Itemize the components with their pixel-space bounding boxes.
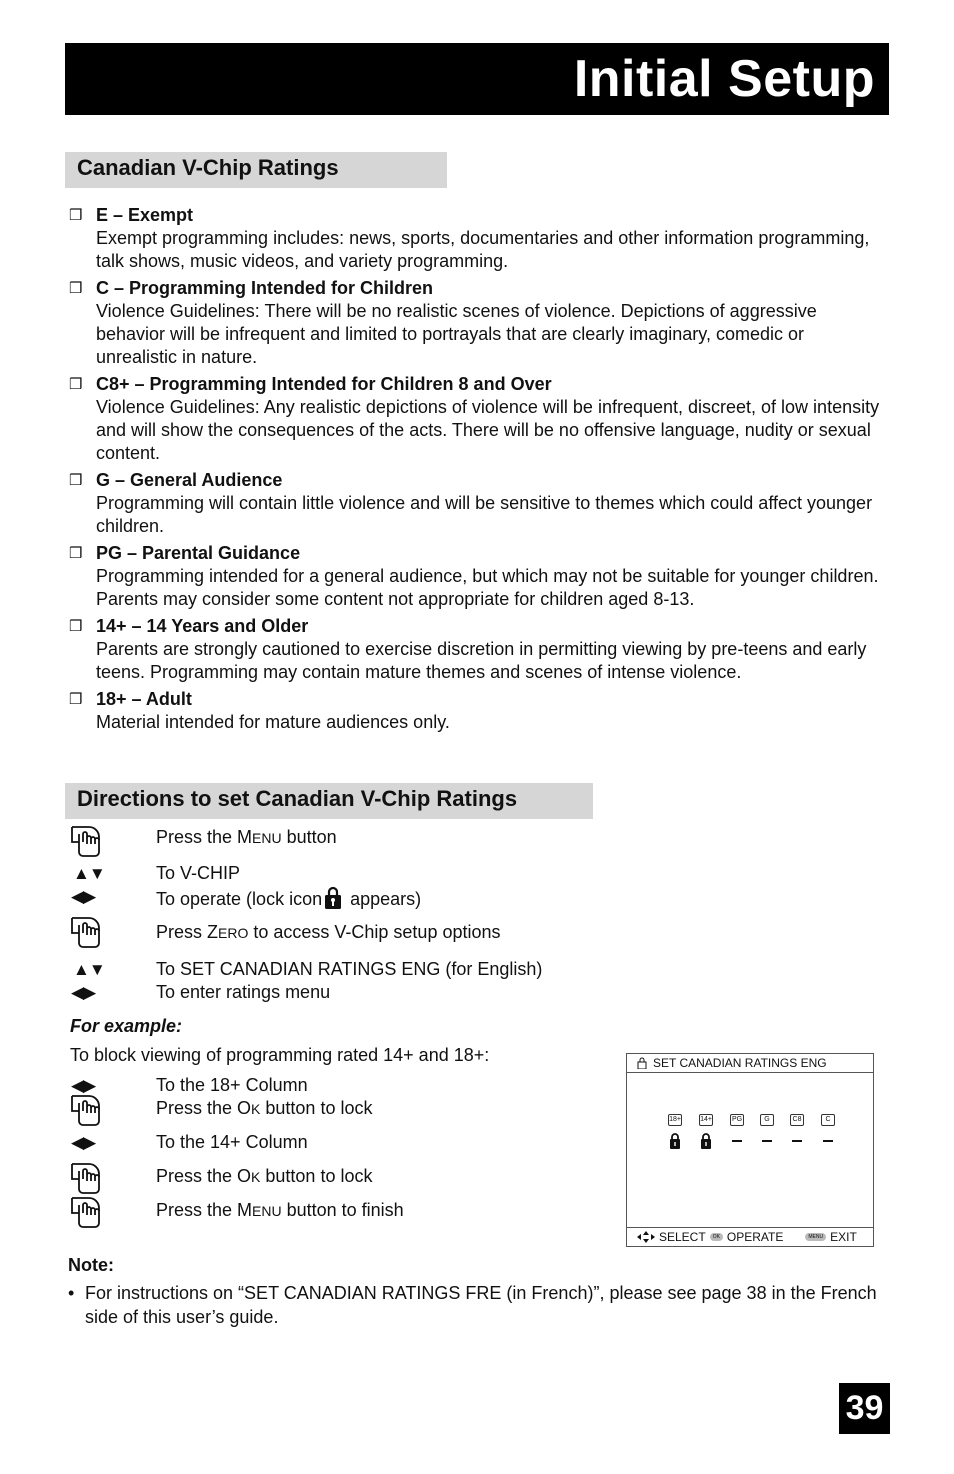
- lock-outline-icon: [637, 1057, 647, 1069]
- note-label: Note:: [68, 1255, 114, 1275]
- checkbox-icon: ❒: [69, 376, 83, 393]
- step-text: Press the MENU button to finish: [156, 1200, 404, 1220]
- example-label: For example:: [70, 1016, 183, 1036]
- hand-press-icon: [69, 1195, 105, 1229]
- checkbox-icon: ❒: [69, 472, 83, 489]
- rating-label: C: [821, 1114, 835, 1126]
- osd-screen: [626, 1053, 874, 1247]
- checkbox-icon: ❒: [69, 280, 83, 297]
- ok-badge: OK: [710, 1233, 723, 1241]
- step-text: Press ZERO to access V-Chip setup options: [156, 922, 501, 942]
- rating-item: [69, 469, 889, 538]
- rating-item: [69, 204, 889, 273]
- rating-desc: Violence Guidelines: There will be no realistic scenes of violence. Depictions of aggressive behavior will be infrequent and limited to portrayals that are clearly imaginary, comedic or unrealistic in nature.: [96, 301, 817, 367]
- rating-label: C8: [790, 1114, 804, 1126]
- osd-column[interactable]: [789, 1114, 805, 1150]
- rating-item: [69, 615, 889, 684]
- page-title: Initial Setup: [573, 50, 875, 108]
- rating-desc: Programming will contain little violence and will be sensitive to themes which could affect younger children.: [96, 493, 873, 536]
- rating-label: G: [760, 1114, 774, 1126]
- osd-column[interactable]: [759, 1114, 775, 1150]
- bullet: •: [68, 1283, 75, 1303]
- osd-column[interactable]: [698, 1114, 714, 1150]
- rating-label: 14+: [699, 1114, 713, 1126]
- menu-badge: MENU: [805, 1233, 826, 1241]
- left-right-arrows-icon: ◀▶: [71, 983, 96, 1002]
- ratings-list: [69, 204, 889, 738]
- note-item: [68, 1281, 888, 1329]
- osd-title: SET CANADIAN RATINGS ENG: [653, 1056, 827, 1070]
- step-text: Press the MENU button: [156, 827, 337, 847]
- rating-title: PG – Parental Guidance: [96, 543, 301, 563]
- unlocked-dash: [732, 1140, 742, 1142]
- rating-title: E – Exempt: [96, 205, 194, 225]
- step-text: To SET CANADIAN RATINGS ENG (for English): [156, 959, 543, 979]
- rating-desc: Parents are strongly cautioned to exercise discretion in permitting viewing by pre-teens and early teens. Programming may contain mature themes and scenes of intense violence.: [96, 639, 867, 682]
- lock-icon: [700, 1133, 712, 1149]
- unlocked-dash: [762, 1140, 772, 1142]
- osd-column[interactable]: [820, 1114, 836, 1150]
- left-right-arrows-icon: ◀▶: [71, 1076, 96, 1095]
- step-text: Press the OK button to lock: [156, 1098, 373, 1118]
- osd-footer: [627, 1227, 873, 1246]
- checkbox-icon: ❒: [69, 207, 83, 224]
- four-way-arrows-icon: [636, 1231, 656, 1243]
- hand-press-icon: [69, 824, 105, 858]
- unlocked-dash: [792, 1140, 802, 1142]
- hand-press-icon: [69, 1161, 105, 1195]
- lock-icon: [669, 1133, 681, 1149]
- left-right-arrows-icon: ◀▶: [71, 887, 96, 906]
- rating-title: C – Programming Intended for Children: [96, 278, 434, 298]
- unlocked-dash: [823, 1140, 833, 1142]
- rating-title: 14+ – 14 Years and Older: [96, 616, 309, 636]
- step-text: To the 14+ Column: [156, 1132, 308, 1152]
- checkbox-icon: ❒: [69, 691, 83, 708]
- step-text: To V-CHIP: [156, 863, 241, 883]
- osd-column[interactable]: [667, 1114, 683, 1150]
- rating-title: 18+ – Adult: [96, 689, 192, 709]
- rating-item: [69, 688, 889, 734]
- step-text: To the 18+ Column: [156, 1075, 308, 1095]
- hand-press-icon: [69, 915, 105, 949]
- rating-desc: Exempt programming includes: news, sports, documentaries and other information programming, talk shows, music videos, and variety programming.: [96, 228, 870, 271]
- header-bar: [65, 43, 889, 115]
- rating-label: 18+: [668, 1114, 682, 1126]
- rating-item: [69, 542, 889, 611]
- step-text: To enter ratings menu: [156, 982, 331, 1002]
- rating-item: [69, 373, 889, 465]
- section-title-ratings: Canadian V-Chip Ratings: [65, 152, 447, 188]
- hand-press-icon: [69, 1093, 105, 1127]
- checkbox-icon: ❒: [69, 618, 83, 635]
- left-right-arrows-icon: ◀▶: [71, 1133, 96, 1152]
- example-intro: To block viewing of programming rated 14+ and 18+:: [70, 1045, 490, 1065]
- rating-label: PG: [730, 1114, 744, 1126]
- up-down-arrows-icon: ▲▼: [73, 960, 105, 979]
- footer-operate: OPERATE: [726, 1230, 784, 1244]
- footer-select: SELECT: [659, 1230, 706, 1244]
- page-number: 39: [839, 1383, 890, 1434]
- step-text: Press the OK button to lock: [156, 1166, 373, 1186]
- step-text: To operate (lock icon appears): [156, 885, 421, 911]
- osd-title-bar: [627, 1054, 873, 1073]
- rating-desc: Material intended for mature audiences only.: [96, 712, 450, 732]
- rating-desc: Programming intended for a general audience, but which may not be suitable for younger children. Parents may consider some content not appropriate for children aged 8-13.: [96, 566, 879, 609]
- footer-exit: EXIT: [830, 1230, 857, 1244]
- lock-icon: [324, 885, 342, 909]
- rating-item: [69, 277, 889, 369]
- checkbox-icon: ❒: [69, 545, 83, 562]
- rating-desc: Violence Guidelines: Any realistic depictions of violence will be infrequent, discreet, of low intensity and will show the consequences of the acts. There will be no offensive language, nudity or sexual content.: [96, 397, 880, 463]
- up-down-arrows-icon: ▲▼: [73, 864, 105, 883]
- osd-column[interactable]: [729, 1114, 745, 1150]
- rating-title: G – General Audience: [96, 470, 283, 490]
- section-title-directions: Directions to set Canadian V-Chip Ratings: [65, 783, 593, 819]
- rating-title: C8+ – Programming Intended for Children 8 and Over: [96, 374, 552, 394]
- note-text: For instructions on “SET CANADIAN RATINGS FRE (in French)”, please see page 38 in the French side of this user’s guide.: [85, 1283, 877, 1327]
